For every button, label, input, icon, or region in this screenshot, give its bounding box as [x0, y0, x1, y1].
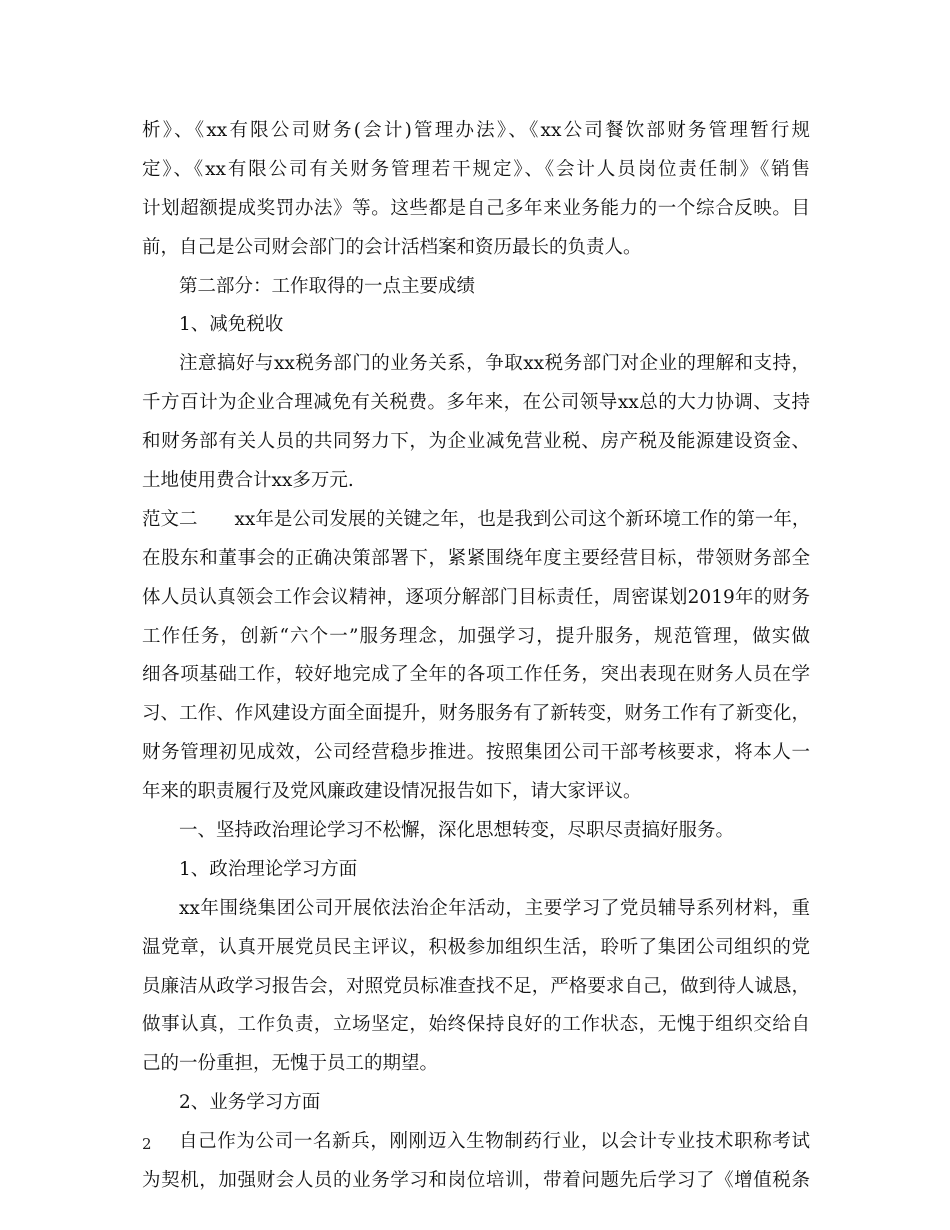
text-line: 千方百计为企业合理减免有关税费。多年来，在公司领导xx总的大力协调、支持 — [142, 392, 810, 414]
text-line: 温党章，认真开展党员民主评议，积极参加组织生活，聆听了集团公司组织的党 — [142, 936, 810, 958]
text-line: 己的一份重担，无愧于员工的期望。 — [142, 1053, 439, 1075]
text-line: 第二部分：工作取得的一点主要成绩 — [179, 275, 476, 297]
text-line: 一、坚持政治理论学习不松懈，深化思想转变，尽职尽责搞好服务。 — [179, 820, 735, 842]
text-line: 前，自己是公司财会部门的会计活档案和资历最长的负责人。 — [142, 236, 642, 258]
text-line: 2、业务学习方面 — [179, 1092, 321, 1114]
text-line: 体人员认真领会工作会议精神，逐项分解部门目标责任，周密谋划2019年的财务 — [142, 586, 810, 608]
text-line: 计划超额提成奖罚办法》等。这些都是自己多年来业务能力的一个综合反映。目 — [142, 197, 810, 219]
page-number: 2 — [142, 1135, 152, 1153]
body-text — [142, 112, 810, 1201]
text-line: 为契机，加强财会人员的业务学习和岗位培训，带着问题先后学习了《增值税条 — [142, 1170, 810, 1192]
text-line: 年来的职责履行及党风廉政建设情况报告如下，请大家评议。 — [142, 781, 642, 803]
text-line: 习、工作、作风建设方面全面提升，财务服务有了新转变，财务工作有了新变化， — [142, 703, 810, 725]
text-line: 范文二 xx年是公司发展的关键之年，也是我到公司这个新环境工作的第一年， — [142, 508, 810, 530]
text-line: 注意搞好与xx税务部门的业务关系，争取xx税务部门对企业的理解和支持， — [179, 353, 810, 375]
text-line: 工作任务，创新“六个一”服务理念，加强学习，提升服务，规范管理，做实做 — [142, 625, 810, 647]
text-line: 自己作为公司一名新兵，刚刚迈入生物制药行业，以会计专业技术职称考试 — [179, 1131, 810, 1153]
text-line: 在股东和董事会的正确决策部署下，紧紧围绕年度主要经营目标，带领财务部全 — [142, 547, 810, 569]
text-line: 财务管理初见成效，公司经营稳步推进。按照集团公司干部考核要求，将本人一 — [142, 742, 810, 764]
text-line: 定》、《xx有限公司有关财务管理若干规定》、《会计人员岗位责任制》《销售 — [142, 158, 810, 180]
text-line: 析》、《xx有限公司财务(会计)管理办法》、《xx公司餐饮部财务管理暂行规 — [142, 120, 810, 141]
text-line: 1、减免税收 — [179, 314, 284, 336]
text-line: 员廉洁从政学习报告会，对照党员标准查找不足，严格要求自己，做到待人诚恳， — [142, 975, 810, 997]
text-line: xx年围绕集团公司开展依法治企年活动，主要学习了党员辅导系列材料，重 — [179, 897, 810, 919]
text-line: 细各项基础工作，较好地完成了全年的各项工作任务，突出表现在财务人员在学 — [142, 664, 810, 686]
text-line: 土地使用费合计xx多万元. — [142, 470, 354, 492]
text-line: 和财务部有关人员的共同努力下，为企业减免营业税、房产税及能源建设资金、 — [142, 431, 810, 453]
text-line: 做事认真，工作负责，立场坚定，始终保持良好的工作状态，无愧于组织交给自 — [142, 1014, 810, 1036]
text-line: 1、政治理论学习方面 — [179, 858, 358, 880]
